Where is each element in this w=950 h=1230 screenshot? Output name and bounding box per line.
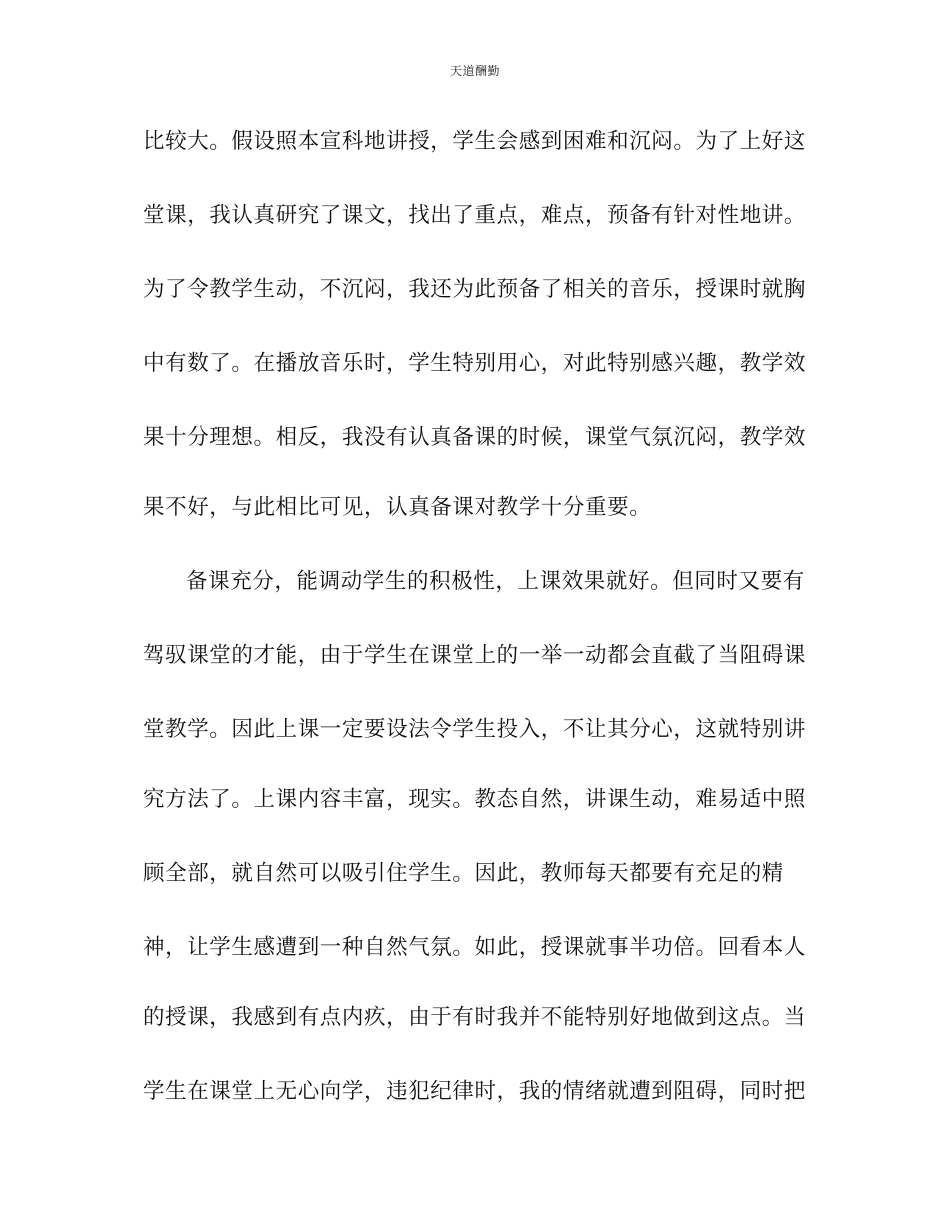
text-line: 堂课，我认真研究了课文，找出了重点，难点，预备有针对性地讲。: [143, 203, 807, 228]
paragraph-first-line: 备课充分，能调动学生的积极性，上课效果就好。但同时又要有: [186, 569, 805, 594]
text-line: 驾驭课堂的才能，由于学生在课堂上的一举一动都会直截了当阻碍课: [143, 643, 807, 668]
text-line: 顾全部，就自然可以吸引住学生。因此，教师每天都要有充足的精: [143, 861, 784, 886]
text-line: 神，让学生感遭到一种自然气氛。如此，授课就事半功倍。回看本人: [143, 935, 807, 960]
page-header: 天道酬勤: [449, 64, 500, 78]
text-line: 堂教学。因此上课一定要设法令学生投入，不让其分心，这就特别讲: [143, 717, 807, 742]
text-line: 究方法了。上课内容丰富，现实。教态自然，讲课生动，难易适中照: [143, 787, 807, 812]
text-line: 为了令教学生动，不沉闷，我还为此预备了相关的音乐，授课时就胸: [143, 277, 807, 302]
text-line: 果十分理想。相反，我没有认真备课的时候，课堂气氛沉闷，教学效: [143, 425, 807, 450]
text-line: 果不好，与此相比可见，认真备课对教学十分重要。: [143, 495, 652, 520]
text-line: 比较大。假设照本宣科地讲授，学生会感到困难和沉闷。为了上好这: [143, 129, 807, 154]
text-line: 的授课，我感到有点内疚，由于有时我并不能特别好地做到这点。当: [143, 1005, 807, 1030]
text-line: 中有数了。在播放音乐时，学生特别用心，对此特别感兴趣，教学效: [143, 351, 807, 376]
text-line: 学生在课堂上无心向学，违犯纪律时，我的情绪就遭到阻碍，同时把: [143, 1079, 807, 1104]
